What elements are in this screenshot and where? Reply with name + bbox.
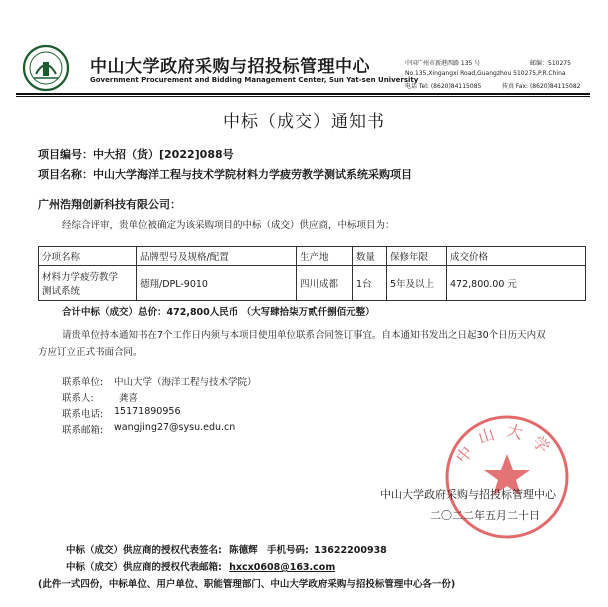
contact-phone-label: 联系电话: — [62, 409, 104, 420]
org-name-en: Government Procurement and Bidding Management Center, Sun Yat-sen University — [90, 76, 419, 84]
contact-email-value: wangjing27@sysu.edu.cn — [114, 422, 236, 433]
contact-person-value: 龚喜 — [119, 393, 139, 404]
project-name: 项目名称：中山大学海洋工程与技术学院材料力学疲劳教学测试系统采购项目 — [38, 168, 412, 181]
col-header-price: 成交价格 — [447, 247, 586, 266]
col-header-model: 品牌型号及规格/配置 — [137, 247, 297, 266]
cell-warranty: 5年及以上 — [387, 266, 447, 301]
rep-name: 陈德辉 — [229, 545, 258, 556]
rep-email: hxcx0608@163.com — [229, 562, 336, 573]
col-header-warranty: 保修年限 — [387, 247, 447, 266]
cell-item-line1: 材料力学疲劳教学 — [42, 272, 119, 283]
project-number: 项目编号：中大招（货）[2022]088号 — [38, 148, 234, 161]
contact-unit-label: 联系单位: — [62, 377, 104, 388]
rep-email-label: 中标（成交）供应商的授权代表邮箱: — [66, 562, 222, 573]
address-en: No.135,Xingangxi Road,Guangzhou 510275,P.R.China — [405, 70, 566, 77]
cell-price: 472,800.00 元 — [447, 266, 586, 301]
contact-unit-value: 中山大学（海洋工程与技术学院） — [114, 377, 257, 388]
contact-email-label: 联系邮箱: — [62, 425, 104, 436]
signature-date: 二〇二二年五月二十日 — [430, 509, 540, 522]
instruction-line-1: 请贵单位持本通知书在7个工作日内须与本项目使用单位联系合同签订事宜。自本通知书发出之日起30个日历天内双 — [62, 330, 546, 341]
addressee: 广州浩翔创新科技有限公司： — [38, 198, 181, 211]
intro-text: 经综合评审，贵单位被确定为该采购项目的中标（成交）供应商，中标项目为： — [62, 220, 395, 231]
award-table — [38, 246, 586, 301]
rep-phone: 13622200938 — [314, 545, 387, 556]
rep-label: 中标（成交）供应商的授权代表签名: — [66, 545, 222, 556]
contact-person-label: 联系人: — [62, 393, 94, 404]
seal-text: 中山大学 — [451, 420, 561, 467]
total-price: 合计中标（成交）总价：472,800人民币 （大写肆拾柒万贰仟捌佰元整） — [62, 307, 375, 318]
col-header-qty: 数量 — [353, 247, 387, 266]
fax: 传真 Fax: (8620)84115082 — [502, 83, 581, 90]
org-name-cn: 中山大学政府采购与招投标管理中心 — [90, 57, 370, 77]
cell-qty: 1台 — [353, 266, 387, 301]
table-header-row — [39, 247, 586, 266]
university-emblem-icon — [22, 44, 70, 92]
cell-model: 德翔/DPL-9010 — [137, 266, 297, 301]
cell-origin: 四川成都 — [297, 266, 353, 301]
instruction-line-2: 方应订立正式书面合同。 — [38, 347, 143, 358]
header-rule-thin — [16, 96, 590, 97]
cell-item — [39, 266, 137, 301]
contact-phone-value: 15171890956 — [114, 406, 181, 417]
cell-item-line2: 测试系统 — [42, 286, 81, 297]
header-rule — [16, 93, 590, 95]
address-cn: 中国广州市新港西路 135 号 — [405, 60, 481, 67]
distribution-note: (此件一式四份，中标单位、用户单位、职能管理部门、中山大学政府采购与招投标管理中心各一份) — [38, 579, 456, 590]
postcode: 邮编：510275 — [530, 60, 571, 67]
document-title: 中标（成交）通知书 — [223, 112, 385, 132]
rep-phone-label: 手机号码: — [266, 545, 309, 556]
col-header-item: 分项名称 — [39, 247, 137, 266]
col-header-origin: 生产地 — [297, 247, 353, 266]
signature-org: 中山大学政府采购与招投标管理中心 — [380, 488, 556, 501]
tel: 电话 Tel: (8620)84115085 — [405, 83, 482, 90]
table-row — [39, 266, 586, 301]
